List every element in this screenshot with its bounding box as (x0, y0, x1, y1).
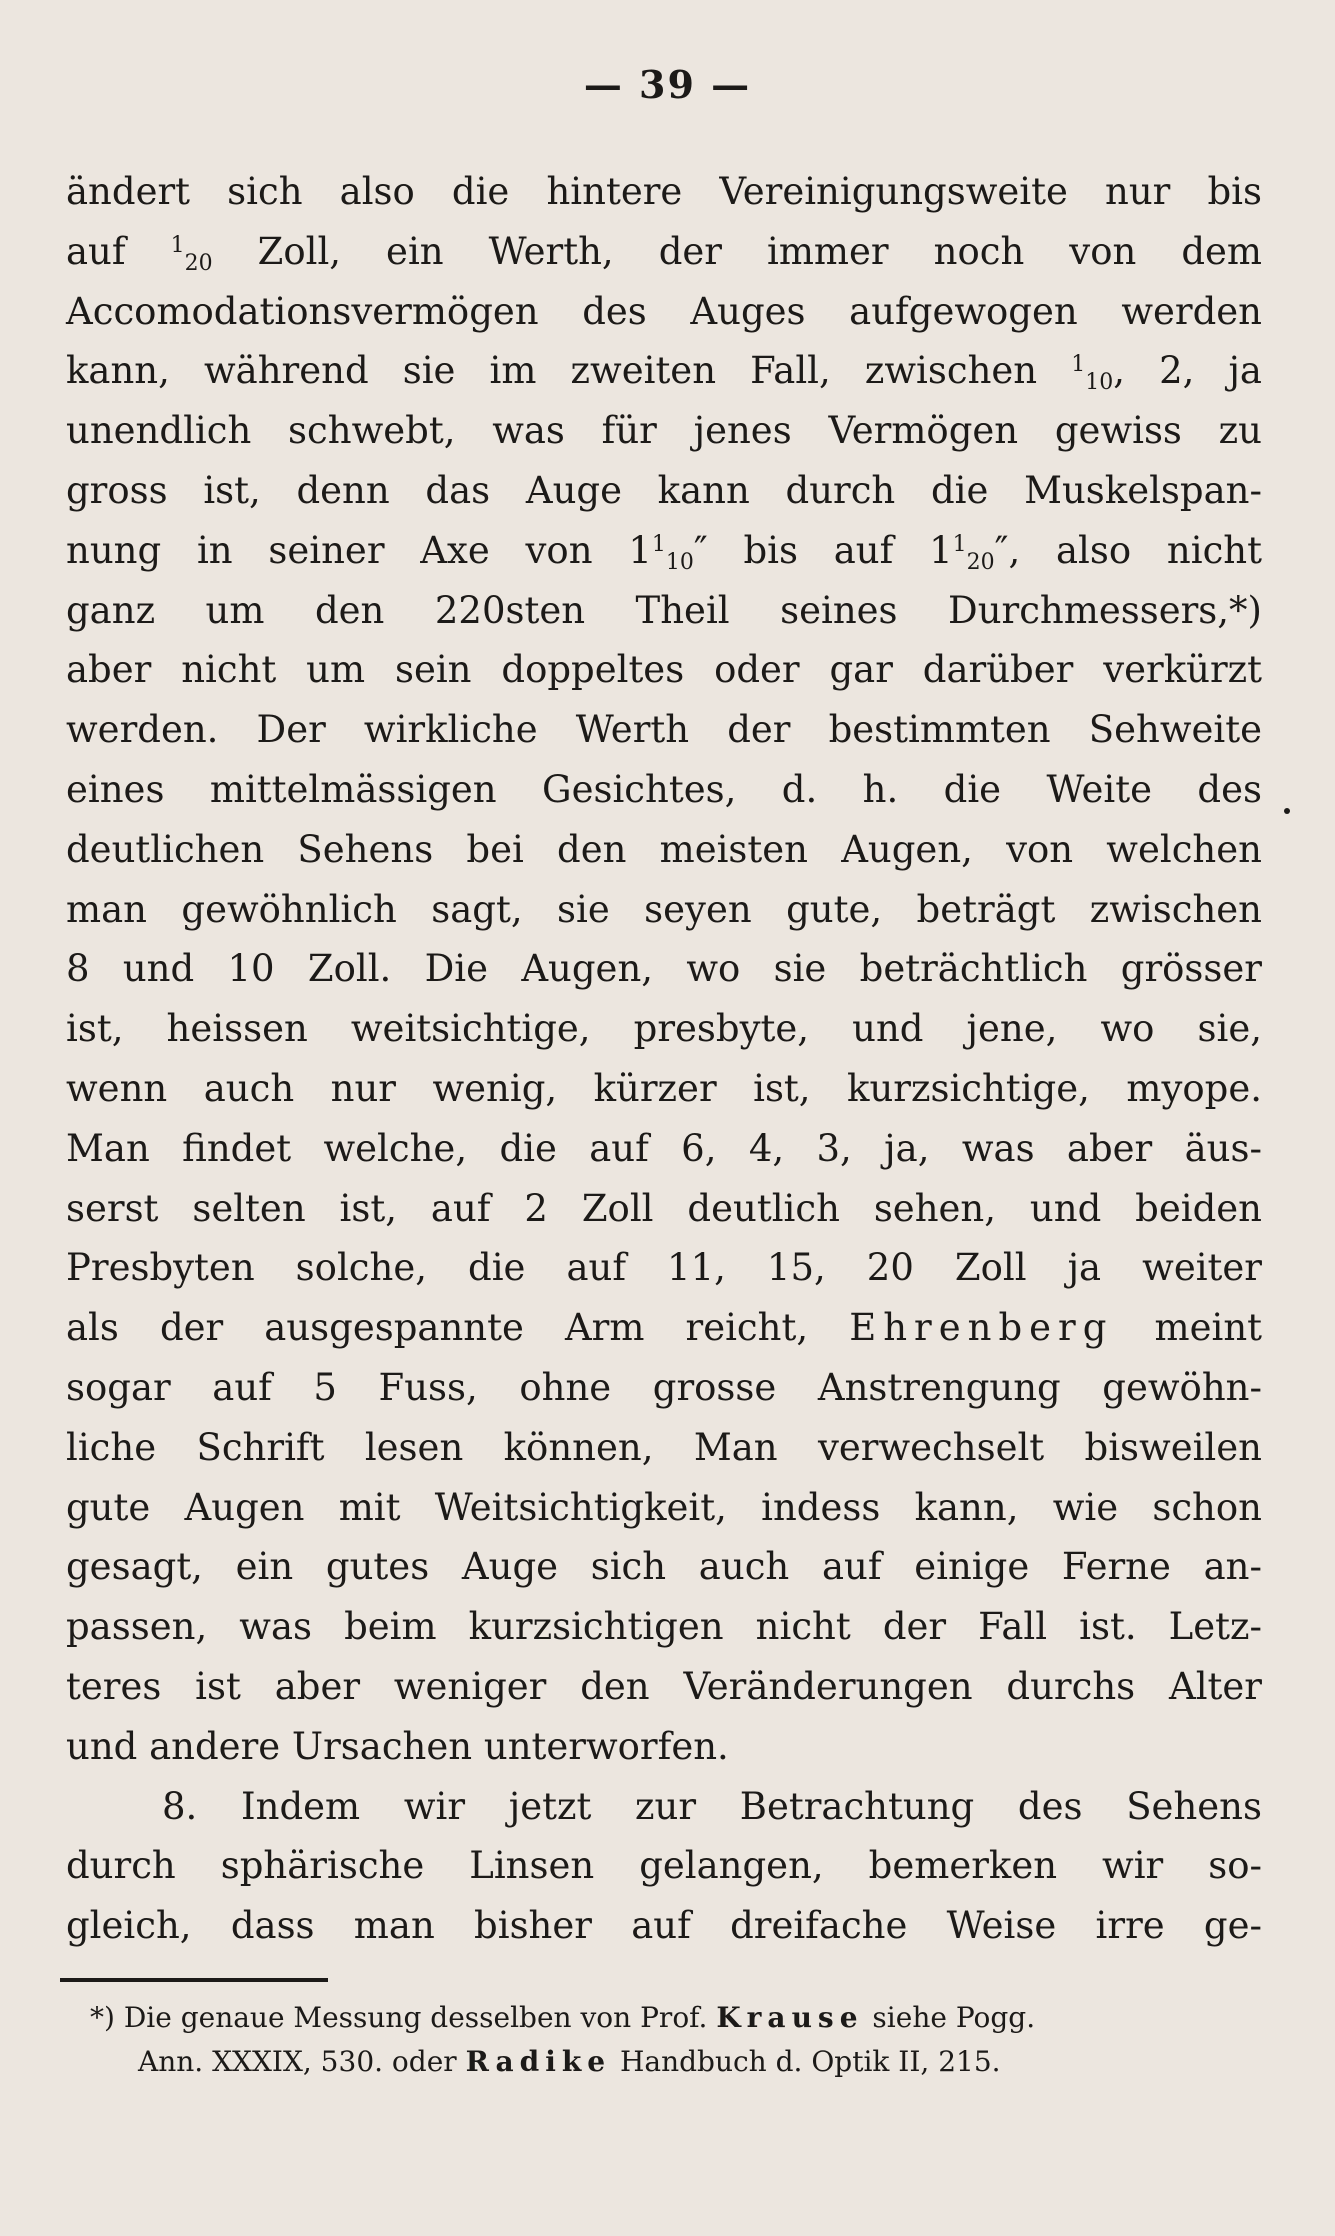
text-line: Presbyten solche, die auf 11, 15, 20 Zoll ja weiter (66, 1246, 1262, 1290)
footnote (90, 1996, 1262, 2084)
text-line: deutlichen Sehens bei den meisten Augen, von welchen (66, 827, 1262, 871)
text-line: eines mittelmässigen Gesichtes, d. h. die Weite des (66, 767, 1262, 811)
footnote-line: *) Die genaue Messung desselben von Prof. Krause siehe Pogg. (90, 2001, 1036, 2034)
text-line: werden. Der wirkliche Werth der bestimmten Sehweite (66, 708, 1262, 752)
body-text (66, 162, 1262, 1956)
text-line: als der ausgespannte Arm reicht, Ehrenberg meint (66, 1306, 1263, 1350)
text-line: und andere Ursachen unterworfen. (66, 1724, 729, 1768)
text-line: gute Augen mit Weitsichtigkeit, indess kann, wie schon (66, 1485, 1262, 1529)
text-line: kann, während sie im zweiten Fall, zwischen 110, 2, ja (66, 349, 1262, 396)
fraction: 120 (170, 232, 213, 276)
text-line: ist, heissen weitsichtige, presbyte, und jene, wo sie, (66, 1007, 1262, 1051)
text-line: man gewöhnlich sagt, sie seyen gute, beträgt zwischen (66, 887, 1262, 931)
text-line: sogar auf 5 Fuss, ohne grosse Anstrengung gewöhn- (66, 1365, 1262, 1409)
footnote-line: Ann. XXXIX, 530. oder Radike Handbuch d. Optik II, 215. (138, 2045, 1001, 2078)
text-line: passen, was beim kurzsichtigen nicht der Fall ist. Letz- (66, 1605, 1262, 1649)
print-speck (1284, 808, 1290, 814)
text-line: ganz um den 220sten Theil seines Durchmessers,*) (66, 588, 1262, 632)
text-line: Accomodationsvermögen des Auges aufgewogen werden (66, 289, 1262, 333)
text-line: gross ist, denn das Auge kann durch die Muskelspan- (66, 468, 1262, 512)
footnote-rule (60, 1978, 328, 1982)
text-line: 8 und 10 Zoll. Die Augen, wo sie beträchtlich grösser (66, 947, 1262, 991)
fraction: 120 (952, 531, 995, 575)
text-line: durch sphärische Linsen gelangen, bemerken wir so- (66, 1844, 1262, 1888)
text-line: Man findet welche, die auf 6, 4, 3, ja, was aber äus- (66, 1126, 1262, 1170)
text-line: gleich, dass man bisher auf dreifache Weise irre ge- (66, 1904, 1262, 1948)
text-line: auf 120 Zoll, ein Werth, der immer noch von dem (66, 229, 1262, 276)
footnote-author: Krause (716, 2001, 864, 2034)
text-line: unendlich schwebt, was für jenes Vermögen gewiss zu (66, 409, 1262, 453)
text-line: wenn auch nur wenig, kürzer ist, kurzsichtige, myope. (66, 1066, 1262, 1110)
text-line: teres ist aber weniger den Veränderungen durchs Alter (66, 1664, 1262, 1708)
text-line: gesagt, ein gutes Auge sich auch auf einige Ferne an- (66, 1545, 1262, 1589)
fraction: 110 (651, 531, 694, 575)
page-number: — 39 — (583, 62, 752, 107)
footnote-author: Radike (465, 2045, 612, 2078)
spaced-name: Ehrenberg (849, 1306, 1114, 1350)
text-line: 8. Indem wir jetzt zur Betrachtung des Sehens (162, 1784, 1262, 1828)
text-line: nung in seiner Axe von 1110″ bis auf 1120″, also nicht (66, 528, 1262, 575)
text-line: serst selten ist, auf 2 Zoll deutlich sehen, und beiden (66, 1186, 1262, 1230)
text-line: aber nicht um sein doppeltes oder gar darüber verkürzt (66, 648, 1262, 692)
text-line: ändert sich also die hintere Vereinigungsweite nur bis (66, 170, 1262, 213)
fraction: 110 (1071, 352, 1114, 396)
text-line: liche Schrift lesen können, Man verwechselt bisweilen (66, 1425, 1262, 1469)
